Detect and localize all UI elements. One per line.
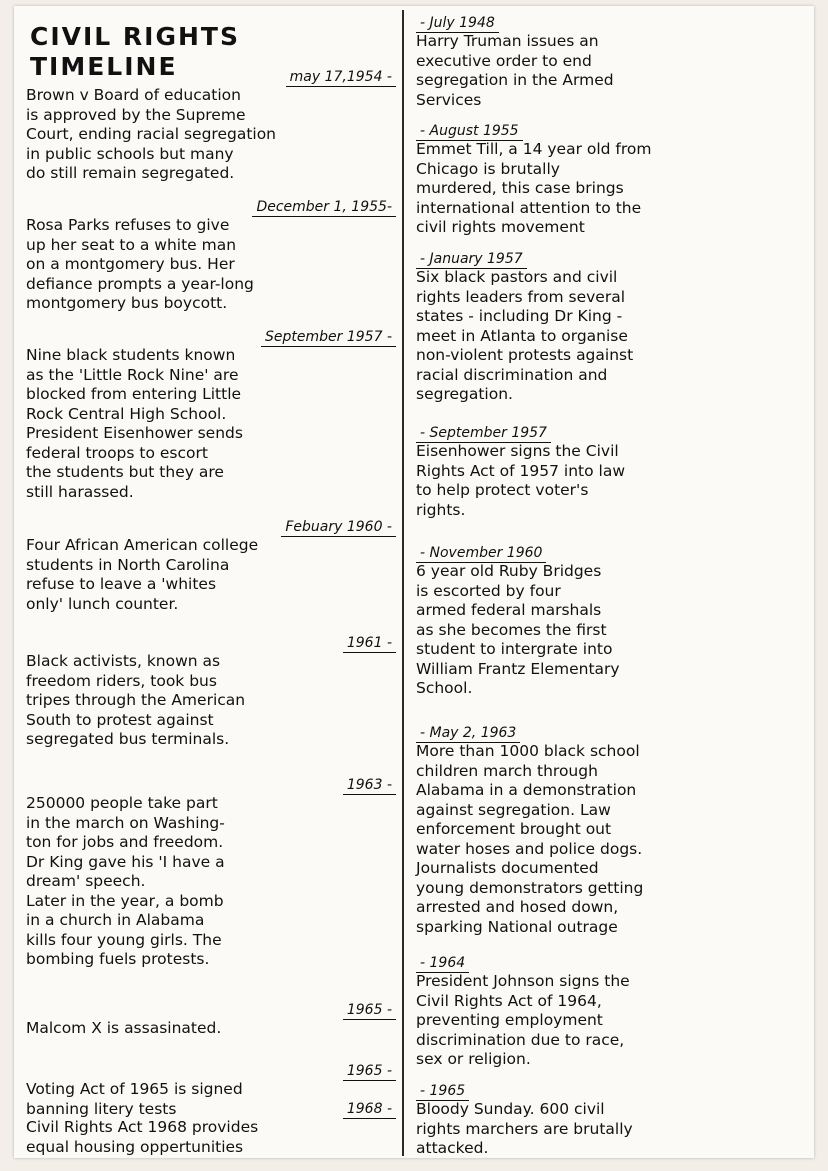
timeline-entry xyxy=(416,424,808,520)
entry-text: Eisenhower signs the Civil Rights Act of 1957 into law to help protect voter's rights. xyxy=(416,442,626,519)
entry-date: - August 1955 xyxy=(416,122,808,140)
entry-date: Febuary 1960 - xyxy=(26,518,398,536)
entry-date: may 17,1954 - xyxy=(26,68,398,86)
entry-text: Brown v Board of education is approved by the Supreme Court, ending racial segregation in public schools but many do still remain segregated. xyxy=(26,86,277,182)
entry-text: More than 1000 black school children march through Alabama in a demonstration against segregation. Law enforcement brought out water hoses and police dogs. Journalists documented young demonstrators getting arrested and hosed down, sparking National outrage xyxy=(416,742,644,936)
entry-date: - 1964 xyxy=(416,954,808,972)
timeline-entry xyxy=(26,328,398,502)
entry-date: December 1, 1955- xyxy=(26,198,398,216)
entry-text: 6 year old Ruby Bridges is escorted by four armed federal marshals as she becomes the first student to intergrate into William Frantz Elementary School. xyxy=(416,562,620,697)
timeline-entry xyxy=(26,68,398,184)
timeline-entry xyxy=(416,1082,808,1158)
entry-date: - January 1957 xyxy=(416,250,808,268)
timeline-entry xyxy=(416,250,808,405)
entry-date: 1961 - xyxy=(26,634,398,652)
entry-text: Black activists, known as freedom riders, took bus tripes through the American South to protest against segregated bus terminals. xyxy=(26,652,246,748)
entry-date: - May 2, 1963 xyxy=(416,724,808,742)
entry-text: Rosa Parks refuses to give up her seat to a white man on a montgomery bus. Her defiance prompts a year-long montgomery bus boycott. xyxy=(26,216,254,312)
timeline-entry xyxy=(26,776,398,970)
entry-date: 1965 - xyxy=(26,1062,398,1080)
entry-text: Nine black students known as the 'Little Rock Nine' are blocked from entering Little Rock Central High School. President Eisenhower sends federal troops to escort the students but they are still harassed. xyxy=(26,346,243,501)
entry-text: Voting Act of 1965 is signed banning litery tests xyxy=(26,1080,243,1118)
entry-date: - July 1948 xyxy=(416,14,808,32)
entry-text: Six black pastors and civil rights leaders from several states - including Dr King - meet in Atlanta to organise non-violent protests against racial discrimination and segregation. xyxy=(416,268,634,403)
timeline-entry xyxy=(416,544,808,699)
timeline-entry xyxy=(26,1001,398,1039)
entry-date: 1963 - xyxy=(26,776,398,794)
entry-text: Emmet Till, a 14 year old from Chicago is brutally murdered, this case brings international attention to the civil rights movement xyxy=(416,140,652,236)
entry-text: Four African American college students in North Carolina refuse to leave a 'whites only' lunch counter. xyxy=(26,536,259,613)
entry-text: Civil Rights Act 1968 provides equal housing oppertunities xyxy=(26,1118,259,1156)
entry-date: - September 1957 xyxy=(416,424,808,442)
column-divider xyxy=(402,10,404,1156)
entry-text: Bloody Sunday. 600 civil rights marchers are brutally attacked. xyxy=(416,1100,633,1157)
timeline-entry xyxy=(416,954,808,1070)
entry-date: September 1957 - xyxy=(26,328,398,346)
timeline-entry xyxy=(26,198,398,314)
timeline-entry xyxy=(26,634,398,750)
timeline-entry xyxy=(416,122,808,238)
entry-date: 1965 - xyxy=(26,1001,398,1019)
entry-text: 250000 people take part in the march on Washing- ton for jobs and freedom. Dr King gave his 'I have a dream' speech. Later in the year, a bomb in a church in Alabama kills four young girls. The bombing fuels protests. xyxy=(26,794,225,968)
timeline-page xyxy=(14,6,814,1158)
timeline-entry xyxy=(26,518,398,614)
entry-text: Malcom X is assasinated. xyxy=(26,1019,222,1037)
entry-date: - 1965 xyxy=(416,1082,808,1100)
entry-date: - November 1960 xyxy=(416,544,808,562)
page-title: CIVIL RIGHTS TIMELINE xyxy=(30,22,240,81)
entry-date: 1968 - xyxy=(26,1100,398,1118)
timeline-entry xyxy=(26,1100,398,1157)
entry-text: President Johnson signs the Civil Rights Act of 1964, preventing employment discrimination due to race, sex or religion. xyxy=(416,972,630,1068)
timeline-entry xyxy=(416,14,808,110)
timeline-entry xyxy=(416,724,808,937)
entry-text: Harry Truman issues an executive order to end segregation in the Armed Services xyxy=(416,32,614,109)
